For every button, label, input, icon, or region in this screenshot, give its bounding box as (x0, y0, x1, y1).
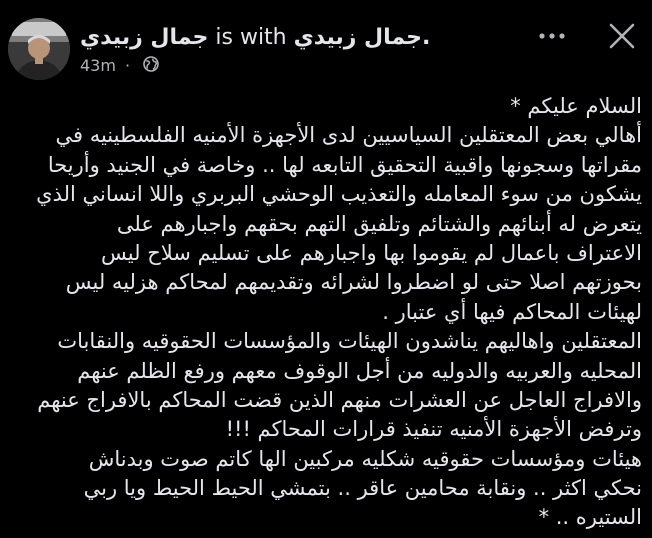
post-line: المعتقلين واهاليهم يناشدون الهيئات والمؤسسات الحقوقيه والنقابات (57, 329, 642, 354)
post-time[interactable]: 43m (80, 56, 116, 75)
post-line: نحكي اكثر .. ونقابة محامين عاقر .. بتمشي الحيط الحيط ويا ربي (83, 476, 642, 501)
close-button[interactable] (604, 18, 640, 54)
close-icon (604, 18, 640, 54)
avatar[interactable] (8, 18, 70, 80)
trailing-dot: . (422, 25, 431, 50)
more-options-button[interactable] (532, 20, 572, 52)
post-line: والافراج العاجل عن العشرات منهم الذين قضت المحاكم بالافراج عنهم (37, 387, 642, 412)
author-line (80, 22, 430, 54)
avatar-image (8, 18, 70, 80)
tagged-name[interactable]: جمال زبيدي (293, 25, 423, 50)
with-text: is with (208, 25, 294, 50)
post-header (0, 0, 652, 90)
post-line: أهالي بعض المعتقلين السياسيين لدى الأجهزة الأمنيه الفلسطينيه في (55, 123, 642, 148)
post-line: المحليه والعربيه والدوليه من أجل الوقوف معهم ورفع الظلم عنهم (77, 358, 642, 383)
post-line: هيئات ومؤسسات حقوقيه شكليه مركبين الها كاتم صوت وبدناش (88, 446, 642, 471)
post-line: الاعتراف باعمال لم يقوموا بها واجبارهم على تسليم سلاح ليس (101, 240, 642, 265)
globe-icon (143, 56, 159, 78)
post-line: مقراتها وسجونها واقبية التحقيق التابعه لها .. وخاصة في الجنيد وأريحا (47, 152, 642, 177)
post-line: بحوزتهم اصلا حتى لو اضطروا لشرائه وتقديمهم لمحاكم هزليه ليس (65, 270, 642, 295)
author-name[interactable]: جمال زبيدي (80, 25, 209, 50)
post-text (10, 92, 642, 533)
post-line: وترفض الأجهزة الأمنيه تنفيذ قرارات المحاكم !!! (225, 417, 642, 442)
post-line: السلام عليكم * (510, 94, 642, 118)
post-line: يتعرض له أبنائهم والشتائم وتلفيق التهم بحقهم واجبارهم على (116, 211, 642, 236)
post-line: لهيئات المحاكم فيها أي عتبار . (382, 299, 642, 324)
post-meta (80, 55, 159, 77)
post-line: الستيره .. * (538, 505, 642, 530)
meta-separator: · (125, 56, 131, 75)
post-line: يشكون من سوء المعامله والتعذيب الوحشي البربري واللا انساني الذي (36, 182, 642, 207)
more-horizontal-icon (532, 20, 572, 52)
